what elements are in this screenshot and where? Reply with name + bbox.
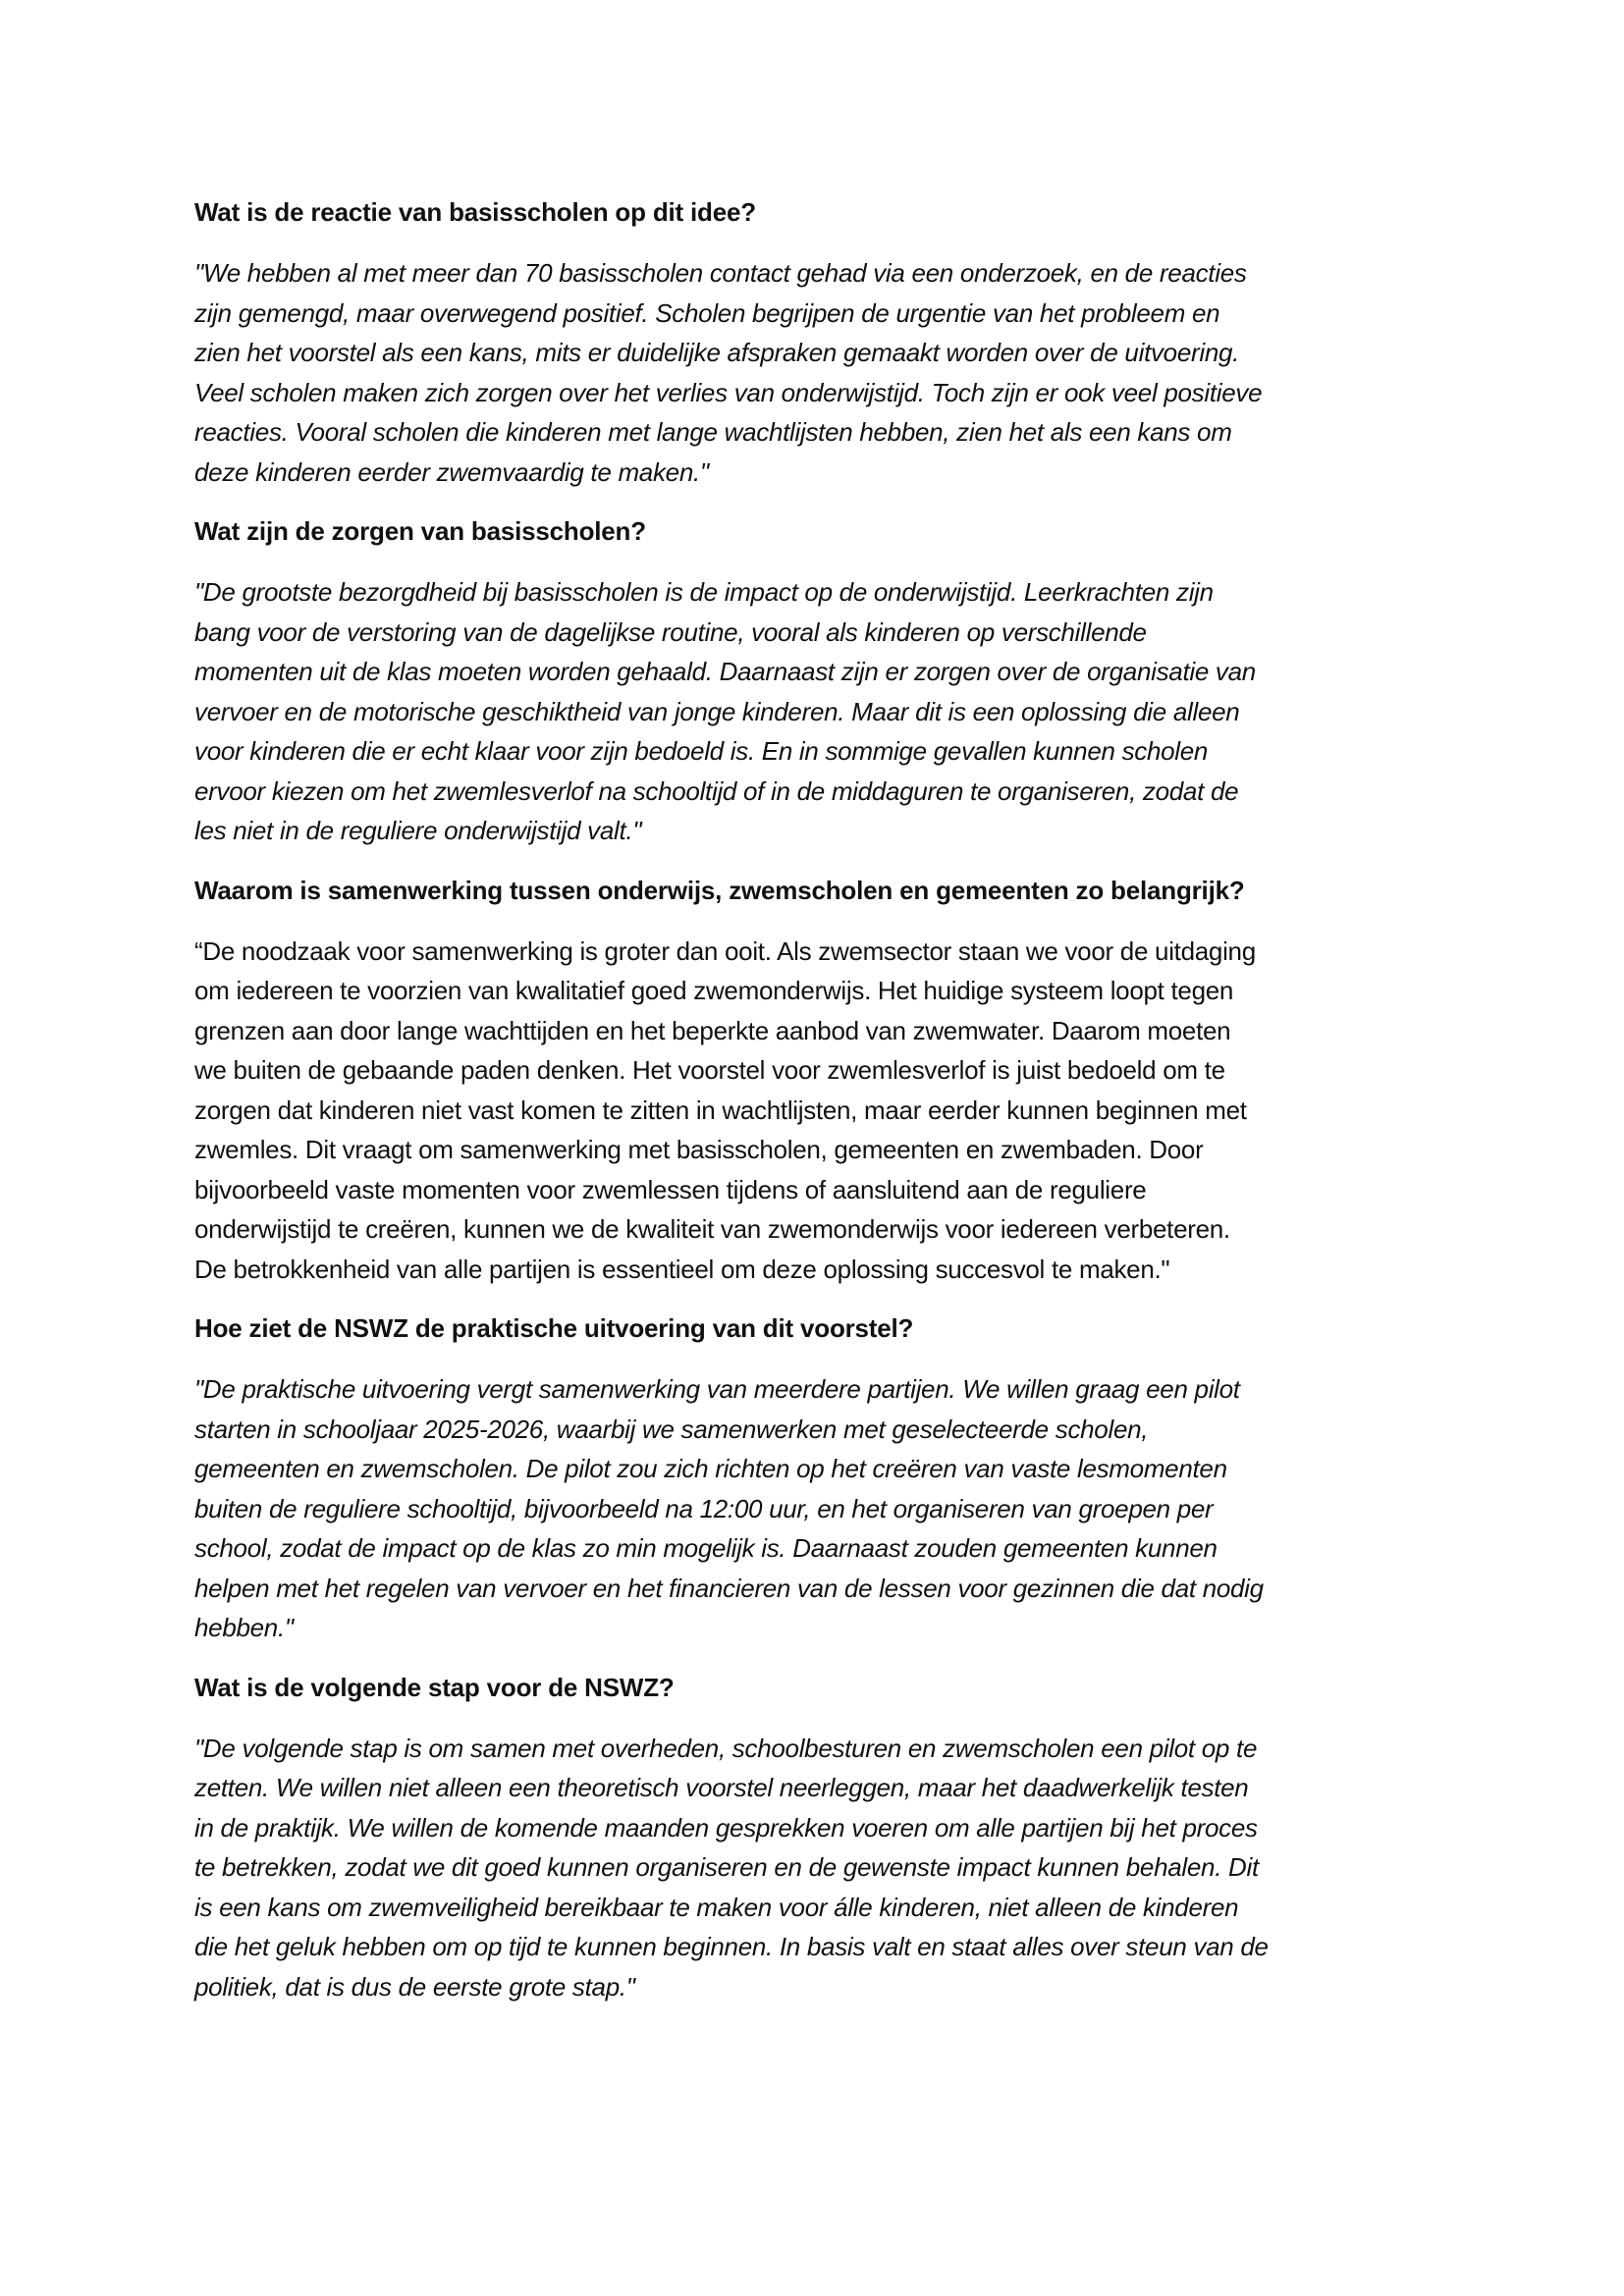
section-answer — [194, 253, 1441, 492]
answer-line: ervoor kiezen om het zwemlesverlof na schooltijd of in de middaguren te organiseren, zodat de — [194, 775, 1239, 806]
answer-line: bang voor de verstoring van de dagelijkse routine, vooral als kinderen op verschillende — [194, 616, 1147, 647]
answer-line: "We hebben al met meer dan 70 basisscholen contact gehad via een onderzoek, en de reacties — [194, 258, 1247, 288]
answer-line: zwemles. Dit vraagt om samenwerking met basisscholen, gemeenten en zwembaden. Door — [194, 1135, 1204, 1164]
section-zorgen-basisscholen — [194, 511, 1441, 851]
section-heading: Hoe ziet de NSWZ de praktische uitvoering van dit voorstel? — [194, 1313, 914, 1343]
answer-line: is een kans om zwemveiligheid bereikbaar te maken voor álle kinderen, niet alleen de kinderen — [194, 1892, 1239, 1922]
section-heading: Wat is de volgende stap voor de NSWZ? — [194, 1672, 675, 1702]
answer-line: Veel scholen maken zich zorgen over het verlies van onderwijstijd. Toch zijn er ook veel positieve — [194, 377, 1263, 407]
answer-line: De betrokkenheid van alle partijen is essentieel om deze oplossing succesvol te maken." — [194, 1254, 1170, 1284]
answer-line: in de praktijk. We willen de komende maanden gesprekken voeren om alle partijen bij het proces — [194, 1812, 1258, 1842]
answer-line: hebben." — [194, 1613, 294, 1642]
section-praktische-uitvoering — [194, 1308, 1441, 1648]
section-volgende-stap — [194, 1668, 1441, 2007]
answer-line: les niet in de reguliere onderwijstijd valt." — [194, 816, 642, 845]
section-heading: Wat is de reactie van basisscholen op dit idee? — [194, 197, 756, 227]
section-reactie-basisscholen — [194, 192, 1441, 492]
answer-line: politiek, dat is dus de eerste grote stap." — [194, 1971, 635, 2002]
answer-line: voor kinderen die er echt klaar voor zijn bedoeld is. En in sommige gevallen kunnen scholen — [194, 736, 1209, 766]
answer-line: gemeenten en zwemscholen. De pilot zou zich richten op het creëren van vaste lesmomenten — [194, 1454, 1227, 1483]
answer-line: bijvoorbeeld vaste momenten voor zwemlessen tijdens of aansluitend aan de reguliere — [194, 1174, 1147, 1204]
answer-line: we buiten de gebaande paden denken. Het voorstel voor zwemlesverlof is juist bedoeld om te — [194, 1055, 1225, 1085]
section-answer — [194, 932, 1441, 1290]
answer-line: deze kinderen eerder zwemvaardig te maken." — [194, 456, 709, 487]
answer-line: reacties. Vooral scholen die kinderen met lange wachtlijsten hebben, zien het als een kans om — [194, 417, 1232, 447]
answer-line: om iedereen te voorzien van kwalitatief goed zwemonderwijs. Het huidige systeem loopt tegen — [194, 976, 1234, 1005]
answer-line: zien het voorstel als een kans, mits er duidelijke afspraken gemaakt worden over de uitvoering. — [194, 338, 1240, 367]
document-page — [194, 192, 1441, 2026]
answer-line: starten in schooljaar 2025-2026, waarbij we samenwerken met geselecteerde scholen, — [194, 1414, 1149, 1444]
section-answer — [194, 1369, 1441, 1648]
answer-line: zijn gemengd, maar overwegend positief. Scholen begrijpen de urgentie van het probleem en — [194, 297, 1220, 328]
section-samenwerking — [194, 871, 1441, 1290]
answer-line: zorgen dat kinderen niet vast komen te zitten in wachtlijsten, maar eerder kunnen beginnen met — [194, 1095, 1247, 1125]
answer-line: te betrekken, zodat we dit goed kunnen organiseren en de gewenste impact kunnen behalen. Dit — [194, 1852, 1259, 1882]
answer-line: momenten uit de klas moeten worden gehaald. Daarnaast zijn er zorgen over de organisatie van — [194, 657, 1256, 686]
answer-line: "De volgende stap is om samen met overheden, schoolbesturen en zwemscholen een pilot op te — [194, 1733, 1258, 1763]
answer-line: school, zodat de impact op de klas zo min mogelijk is. Daarnaast zouden gemeenten kunnen — [194, 1533, 1218, 1563]
answer-line: onderwijstijd te creëren, kunnen we de kwaliteit van zwemonderwijs voor iedereen verbeteren. — [194, 1214, 1230, 1244]
section-heading: Waarom is samenwerking tussen onderwijs, zwemscholen en gemeenten zo belangrijk? — [194, 875, 1245, 905]
answer-line: grenzen aan door lange wachttijden en het beperkte aanbod van zwemwater. Daarom moeten — [194, 1015, 1231, 1045]
section-heading: Wat zijn de zorgen van basisscholen? — [194, 516, 646, 546]
answer-line: "De praktische uitvoering vergt samenwerking van meerdere partijen. We willen graag een pilot — [194, 1374, 1240, 1404]
answer-line: helpen met het regelen van vervoer en het financieren van de lessen voor gezinnen die dat nodig — [194, 1573, 1264, 1603]
section-answer — [194, 572, 1441, 851]
answer-line: zetten. We willen niet alleen een theoretisch voorstel neerleggen, maar het daadwerkelijk testen — [194, 1773, 1249, 1802]
section-answer — [194, 1729, 1441, 2007]
answer-line: buiten de reguliere schooltijd, bijvoorbeeld na 12:00 uur, en het organiseren van groepen per — [194, 1493, 1214, 1523]
answer-line: die het geluk hebben om op tijd te kunnen beginnen. In basis valt en staat alles over steun van de — [194, 1932, 1269, 1961]
answer-line: vervoer en de motorische geschiktheid van jonge kinderen. Maar dit is een oplossing die alleen — [194, 696, 1240, 726]
answer-line: "De grootste bezorgdheid bij basisscholen is de impact op de onderwijstijd. Leerkrachten zijn — [194, 577, 1214, 607]
answer-line: “De noodzaak voor samenwerking is groter dan ooit. Als zwemsector staan we voor de uitdaging — [194, 935, 1256, 966]
